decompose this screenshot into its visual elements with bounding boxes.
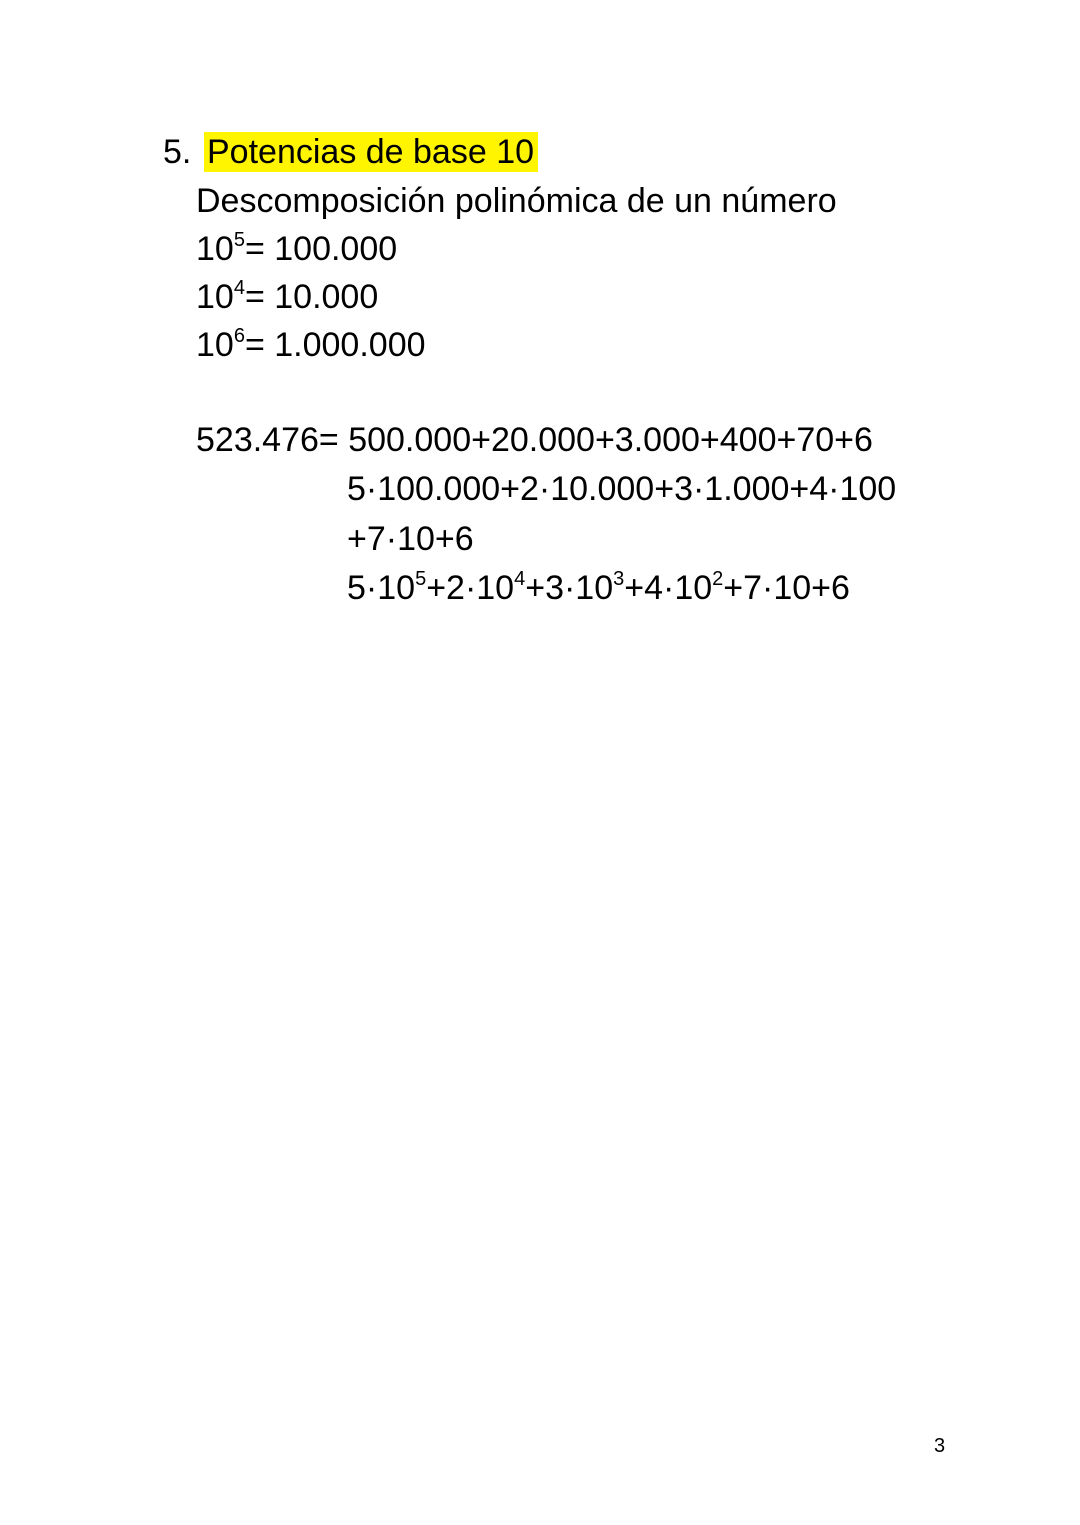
term-exponent: 3 <box>613 567 625 590</box>
power-base: 10 <box>196 278 234 316</box>
term: 5·10 <box>347 569 416 607</box>
power-base: 10 <box>196 326 234 364</box>
term-exponent: 2 <box>712 567 724 590</box>
power-line <box>196 229 397 269</box>
power-line <box>196 277 378 317</box>
power-value: = 1.000.000 <box>244 326 426 364</box>
page-number: 3 <box>934 1435 946 1457</box>
term-exponent: 5 <box>415 567 427 590</box>
power-exponent: 4 <box>233 276 245 299</box>
power-value: = 100.000 <box>244 230 398 268</box>
power-exponent: 6 <box>233 324 245 347</box>
term: +2·10 <box>426 569 515 607</box>
subtitle: Descomposición polinómica de un número <box>196 182 837 220</box>
decomposition-line-1: 523.476= 500.000+20.000+3.000+400+70+6 <box>196 421 873 459</box>
term-exponent: 4 <box>514 567 526 590</box>
decomposition-line-2: 5·100.000+2·10.000+3·1.000+4·100 <box>347 470 897 508</box>
term: +3·10 <box>525 569 614 607</box>
decomposition-line-3: +7·10+6 <box>347 520 474 558</box>
power-line <box>196 325 426 365</box>
term: +7·10+6 <box>723 569 850 607</box>
section-number: 5. <box>163 133 192 171</box>
term: +4·10 <box>624 569 713 607</box>
section-title: Potencias de base 10 <box>204 132 538 172</box>
power-value: = 10.000 <box>244 278 379 316</box>
power-exponent: 5 <box>233 228 245 251</box>
power-base: 10 <box>196 230 234 268</box>
decomposition-line-4 <box>347 568 850 608</box>
